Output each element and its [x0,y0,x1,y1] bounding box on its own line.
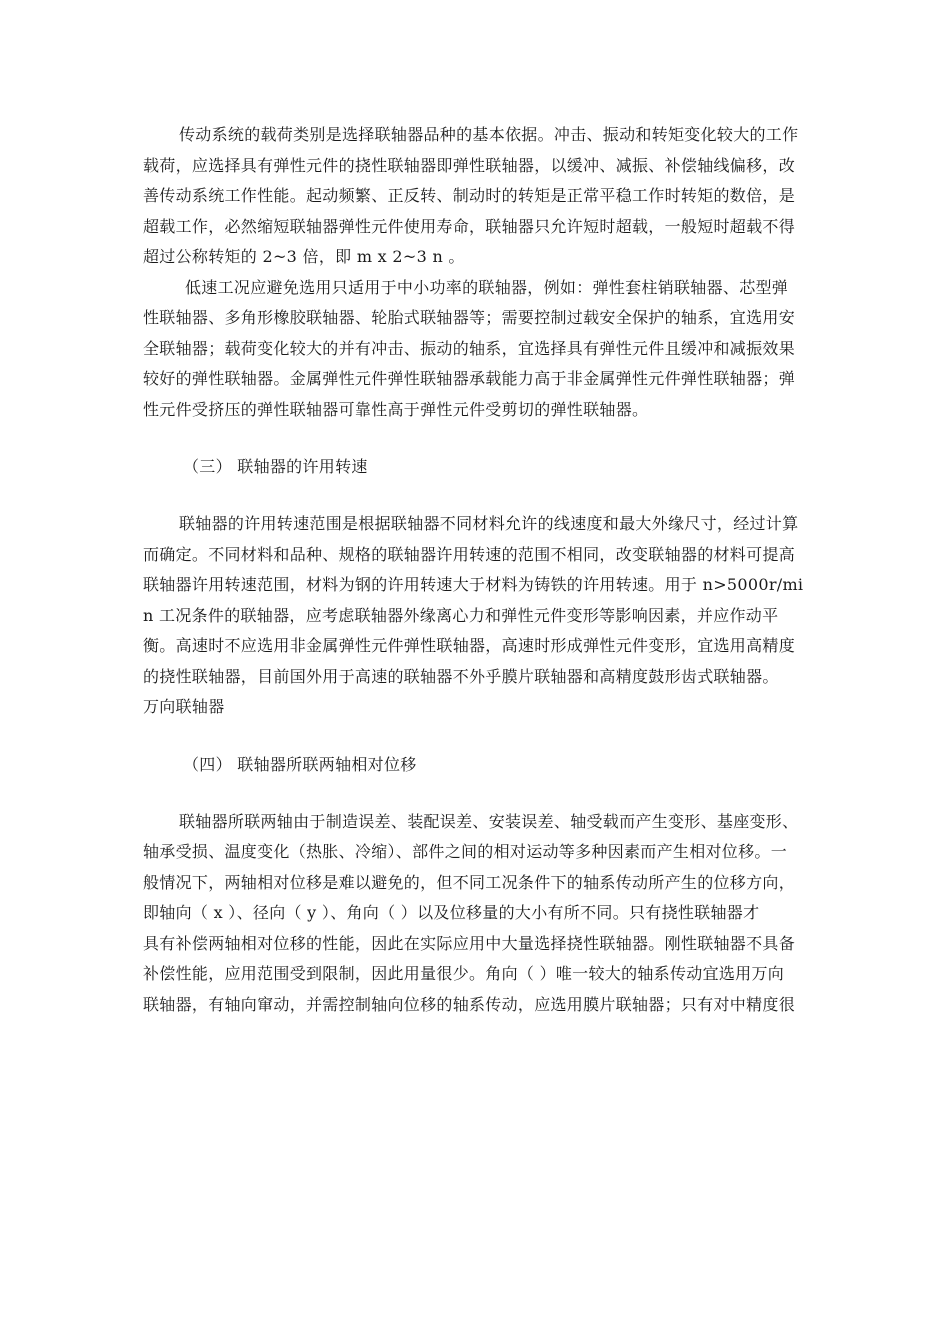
text-line: 全联轴器；载荷变化较大的并有冲击、振动的轴系，宜选择具有弹性元件且缓冲和减振效果 [143,338,796,358]
text-line: 即轴向（ x ）、径向（ y ）、角向（ ）以及位移量的大小有所不同。只有挠性联轴器才 [143,903,760,922]
text-line: 般情况下，两轴相对位移是难以避免的，但不同工况条件下的轴系传动所产生的位移方向， [143,872,796,892]
paragraph-allowable-speed [143,509,811,723]
text-line: 联轴器所联两轴由于制造误差、装配误差、安装误差、轴受载而产生变形、基座变形、 [179,811,799,831]
text-line: 善传动系统工作性能。起动频繁、正反转、制动时的转矩是正常平稳工作时转矩的数倍，是 [143,186,796,205]
text-line: 轴承受损、温度变化（热胀、冷缩）、部件之间的相对运动等多种因素而产生相对位移。一 [143,842,788,861]
section-heading-allowable-speed: （三） 联轴器的许用转速 [183,457,368,476]
text-line: n 工况条件的联轴器，应考虑联轴器外缘离心力和弹性元件变形等影响因素，并应作动平 [143,605,779,625]
document-body [143,120,811,1020]
text-line: 性元件受挤压的弹性联轴器可靠性高于弹性元件受剪切的弹性联轴器。 [143,399,649,419]
text-line: 而确定。不同材料和品种、规格的联轴器许用转速的范围不相同，改变联轴器的材料可提高 [143,544,796,564]
text-line: 联轴器的许用转速范围是根据联轴器不同材料允许的线速度和最大外缘尺寸，经过计算 [179,514,799,533]
paragraph-relative-displacement [143,807,811,1021]
text-line: 的挠性联轴器，目前国外用于高速的联轴器不外乎膜片联轴器和高精度鼓形齿式联轴器。 [143,666,779,686]
section-heading-relative-displacement: （四） 联轴器所联两轴相对位移 [183,754,417,774]
text-line: 载荷，应选择具有弹性元件的挠性联轴器即弹性联轴器，以缓冲、减振、补偿轴线偏移，改 [143,155,796,175]
text-line: 较好的弹性联轴器。金属弹性元件弹性联轴器承载能力高于非金属弹性元件弹性联轴器；弹 [143,369,796,388]
text-line: 联轴器，有轴向窜动，并需控制轴向位移的轴系传动，应选用膜片联轴器；只有对中精度很 [143,994,796,1014]
text-line: 补偿性能，应用范围受到限制，因此用量很少。角向（ ）唯一较大的轴系传动宜选用万向 [143,964,785,983]
text-line: 万向联轴器 [143,697,225,716]
text-line: 超过公称转矩的 2~3 倍，即 m x 2~3 n 。 [143,247,465,266]
text-line: 传动系统的载荷类别是选择联轴器品种的基本依据。冲击、振动和转矩变化较大的工作 [179,125,799,144]
text-line: 性联轴器、多角形橡胶联轴器、轮胎式联轴器等；需要控制过载安全保护的轴系，宜选用安 [143,308,796,327]
text-line: 衡。高速时不应选用非金属弹性元件弹性联轴器，高速时形成弹性元件变形，宜选用高精度 [143,636,796,655]
text-line: 联轴器许用转速范围，材料为钢的许用转速大于材料为铸铁的许用转速。用于 n>5000r/mi [143,575,804,594]
text-line: 超载工作，必然缩短联轴器弹性元件使用寿命，联轴器只允许短时超载，一般短时超载不得 [143,216,796,236]
paragraph-load-category [143,120,811,273]
text-line: 低速工况应避免选用只适用于中小功率的联轴器，例如：弹性套柱销联轴器、芯型弹 [185,277,789,297]
paragraph-low-speed [143,273,811,426]
text-line: 具有补偿两轴相对位移的性能，因此在实际应用中大量选择挠性联轴器。刚性联轴器不具备 [143,933,796,953]
